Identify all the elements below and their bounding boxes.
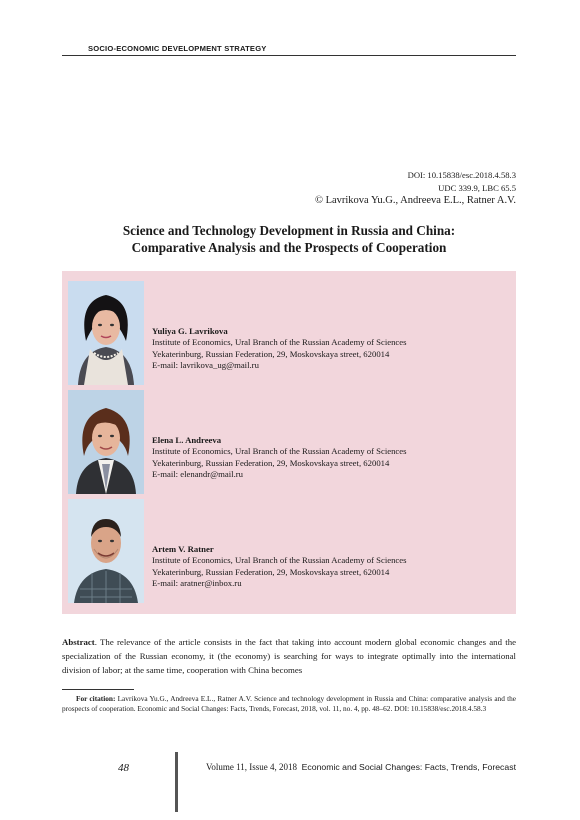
authors-box	[62, 271, 516, 614]
author-email[interactable]: E-mail: aratner@inbox.ru	[152, 578, 242, 589]
author-info	[152, 326, 407, 372]
volume-info: Volume 11, Issue 4, 2018	[206, 762, 297, 772]
author-name: Artem V. Ratner	[152, 544, 214, 554]
portrait-photo-lavrikova	[68, 281, 144, 385]
page-number: 48	[118, 762, 129, 774]
author-affiliation: Institute of Economics, Ural Branch of the Russian Academy of Sciences	[152, 555, 407, 566]
author-address: Yekaterinburg, Russian Federation, 29, Moskovskaya street, 620014	[152, 457, 390, 468]
author-info	[152, 435, 407, 481]
title-line-1: Science and Technology Development in Russia and China:	[122, 223, 456, 238]
citation-label: For citation:	[76, 694, 116, 703]
author-affiliation: Institute of Economics, Ural Branch of the Russian Academy of Sciences	[152, 337, 407, 348]
footnote-rule	[62, 689, 134, 690]
citation-text: Lavrikova Yu.G., Andreeva E.L., Ratner A.V. Science and technology development in Russia and China: comparative analysis and the prospects of cooperation. Economic and Social Changes: Facts, Trends, Forecast, 2018, vol. 11, no. 4, pp. 48–62. DOI: 10.15838/esc.2018.4.58.3	[62, 694, 516, 714]
author-email[interactable]: E-mail: elenandr@mail.ru	[152, 469, 243, 480]
author-info	[152, 544, 407, 590]
doi: DOI: 10.15838/esc.2018.4.58.3	[407, 170, 516, 180]
author-email[interactable]: E-mail: lavrikova_ug@mail.ru	[152, 360, 259, 371]
title-line-2: Comparative Analysis and the Prospects of Cooperation	[131, 240, 447, 255]
portrait-photo-andreeva	[68, 390, 144, 494]
header-rule	[62, 55, 516, 56]
author-name: Yuliya G. Lavrikova	[152, 326, 228, 336]
footer-divider	[175, 752, 178, 812]
journal-name: Economic and Social Changes: Facts, Trends, Forecast	[301, 762, 516, 772]
author-affiliation: Institute of Economics, Ural Branch of the Russian Academy of Sciences	[152, 446, 407, 457]
author-block	[62, 499, 516, 603]
abstract-text: . The relevance of the article consists in the fact that taking into account modern global economic changes and the specialization of the Russian economy, it (the economy) is searching for ways to integrate optimally into the international division of labor; at the same time, cooperation with China becomes	[62, 637, 516, 676]
udc: UDC 339.9, LBC 65.5	[438, 183, 516, 193]
author-address: Yekaterinburg, Russian Federation, 29, Moskovskaya street, 620014	[152, 348, 390, 359]
portrait-photo-ratner	[68, 499, 144, 603]
abstract	[62, 635, 516, 678]
citation-footnote	[62, 694, 516, 715]
article-title	[62, 222, 516, 256]
copyright-line: © Lavrikova Yu.G., Andreeva E.L., Ratner A.V.	[314, 195, 516, 206]
author-block	[62, 390, 516, 494]
author-name: Elena L. Andreeva	[152, 435, 222, 445]
author-address: Yekaterinburg, Russian Federation, 29, Moskovskaya street, 620014	[152, 566, 390, 577]
section-label: SOCIO-ECONOMIC DEVELOPMENT STRATEGY	[88, 44, 267, 53]
author-block	[62, 281, 516, 385]
abstract-label: Abstract	[62, 637, 95, 647]
